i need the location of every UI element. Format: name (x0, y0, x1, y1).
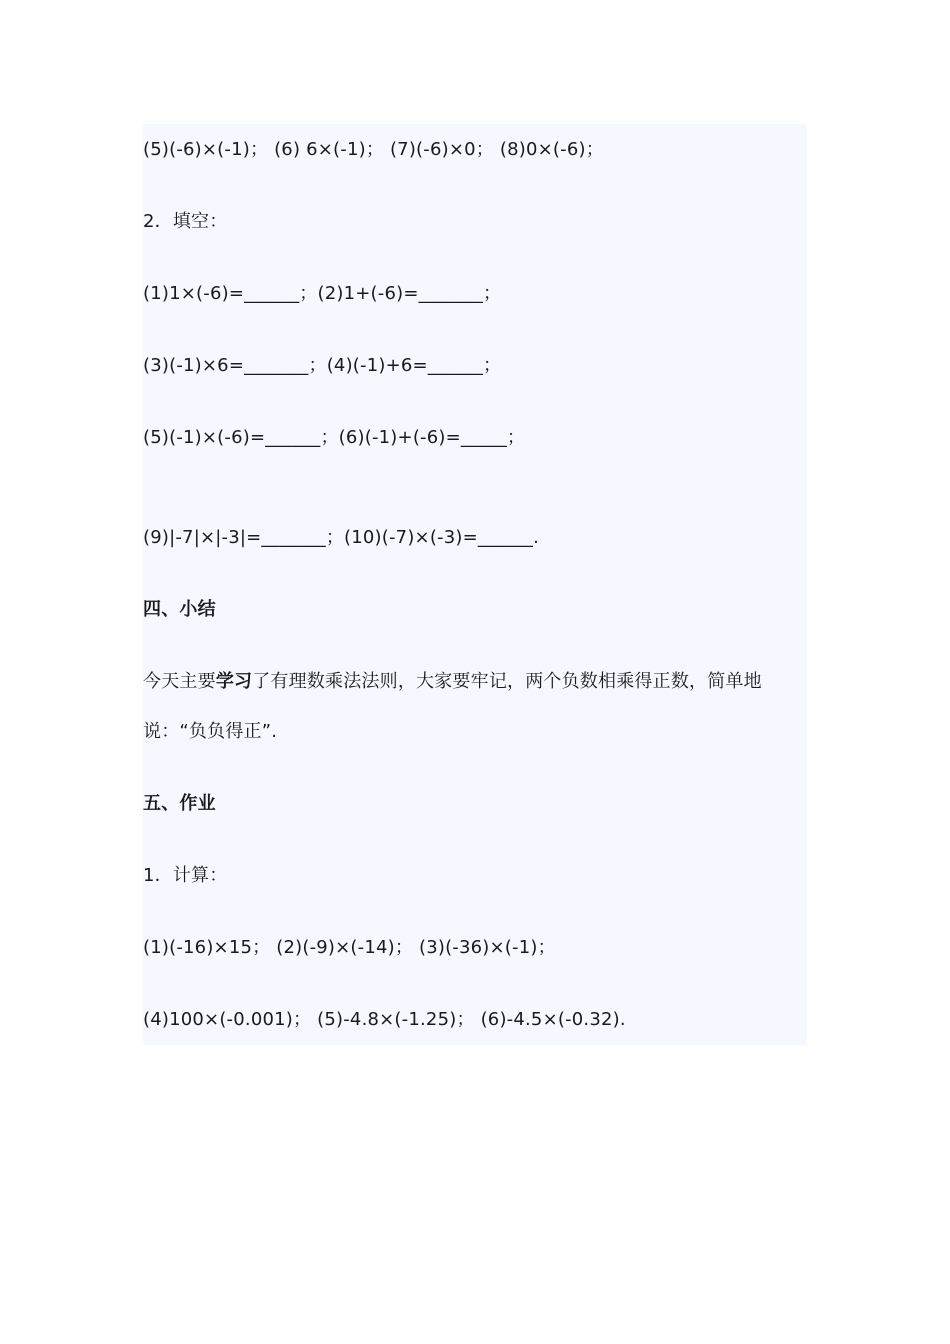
summary-paragraph-line-2: 说：“负负得正”. (143, 721, 278, 742)
summary-paragraph-line-1 (143, 670, 762, 694)
exercise-row-5-8: (5)(-6)×(-1)； (6) 6×(-1)； (7)(-6)×0； (8)0×(-6)； (143, 139, 604, 160)
fill-blank-row-4: (9)|-7|×|-3|=_______；(10)(-7)×(-3)=______. (143, 527, 540, 548)
summary-text-before: 今天主要 (143, 671, 216, 692)
homework-row-1: (1)(-16)×15； (2)(-9)×(-14)； (3)(-36)×(-1)； (143, 937, 556, 958)
summary-text-after: 了有理数乘法法则，大家要牢记，两个负数相乘得正数，简单地 (252, 671, 762, 692)
fill-blank-title: 2．填空： (143, 211, 228, 232)
summary-text-bold: 学习 (215, 671, 253, 692)
fill-blank-row-3: (5)(-1)×(-6)=______；(6)(-1)+(-6)=_____； (143, 427, 526, 448)
document-page (143, 124, 807, 1045)
homework-row-2: (4)100×(-0.001)； (5)-4.8×(-1.25)； (6)-4.5×(-0.32). (143, 1009, 626, 1030)
homework-title: 1．计算： (143, 865, 228, 886)
fill-blank-row-1: (1)1×(-6)=______；(2)1+(-6)=_______； (143, 283, 502, 304)
fill-blank-row-2: (3)(-1)×6=_______；(4)(-1)+6=______； (143, 355, 502, 376)
homework-heading: 五、作业 (143, 793, 216, 814)
summary-heading: 四、小结 (143, 599, 216, 620)
